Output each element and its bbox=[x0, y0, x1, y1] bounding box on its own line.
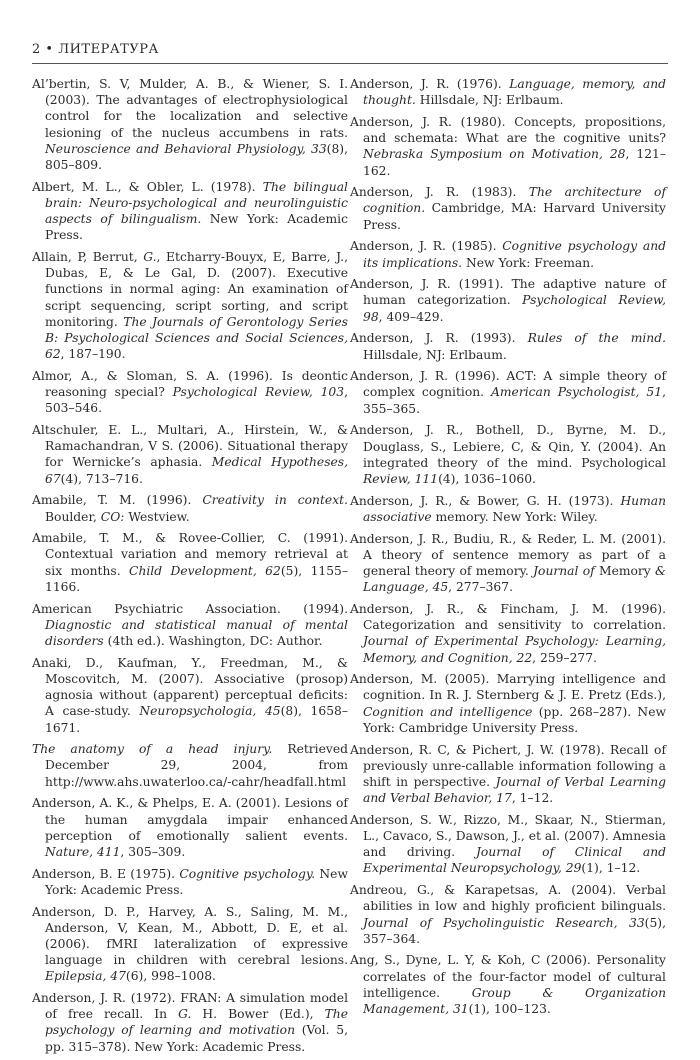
reference-italic-text: Neuropsychologia, 45 bbox=[139, 704, 281, 719]
reference-text: , 277–367. bbox=[448, 580, 513, 595]
reference-entry bbox=[32, 530, 348, 595]
reference-italic-text: Cognition and intelligence bbox=[363, 704, 533, 719]
reference-text: memory. New York: Wiley. bbox=[431, 509, 598, 524]
reference-italic-text: Nebraska Symposium on Motivation, 28 bbox=[363, 147, 626, 162]
reference-italic-text: The psychology of learning and motivation bbox=[45, 1007, 349, 1038]
reference-text: , 409–429. bbox=[378, 309, 444, 324]
reference-entry bbox=[350, 601, 666, 666]
reference-entry bbox=[32, 601, 348, 650]
reference-entry bbox=[350, 882, 666, 947]
right-column bbox=[350, 76, 666, 1023]
reference-italic-text: The Journals of Gerontology Series B: Psychological Sciences and Social Sciences, 62 bbox=[45, 314, 348, 362]
reference-text: Anderson, J. R. (1972). FRAN: A simulation model of free recall. In bbox=[32, 991, 348, 1022]
reference-entry bbox=[350, 742, 666, 807]
reference-text: Almor, A., & Sloman, S. A. (1996). Is deontic reasoning special? bbox=[32, 368, 348, 400]
reference-entry bbox=[350, 76, 666, 108]
reference-italic-text: Psychological Review, 98 bbox=[363, 293, 667, 324]
reference-entry bbox=[350, 330, 666, 362]
reference-italic-text: Creativity in context. bbox=[202, 493, 348, 508]
reference-text: Anderson, J. R., & Bower, G. H. (1973). bbox=[350, 493, 621, 508]
reference-entry bbox=[350, 493, 666, 525]
reference-text: Andreou, G., & Karapetsas, A. (2004). Verbal abilities in low and highly proficient bilinguals. bbox=[350, 883, 666, 914]
reference-italic-text: The architecture of cognition. bbox=[363, 185, 667, 216]
reference-text: New York: Freeman. bbox=[462, 255, 595, 270]
reference-italic-text: Journal of Clinical and Experimental Neuropsychology, 29 bbox=[363, 845, 666, 876]
reference-entry bbox=[350, 184, 666, 233]
reference-italic-text: Journal of Experimental Psychology: Learning, Memory, and Cognition, 22 bbox=[363, 634, 666, 665]
reference-text: , 121–162. bbox=[363, 147, 667, 178]
reference-text: , 1–12. bbox=[511, 791, 554, 806]
reference-entry bbox=[32, 492, 348, 524]
reference-entry bbox=[32, 76, 348, 173]
reference-text: (4), 1036–1060. bbox=[438, 471, 536, 486]
reference-text: , 503–546. bbox=[45, 385, 348, 416]
reference-italic-text: Journal of Verbal Learning and Verbal Behavior, 17 bbox=[363, 774, 666, 806]
reference-text: , 187–190. bbox=[60, 347, 126, 362]
reference-italic-text: G. bbox=[178, 1007, 192, 1022]
reference-text: (Vol. 5, pp. 315–378). New York: Academic Press. bbox=[45, 1023, 348, 1054]
reference-entry bbox=[350, 368, 666, 417]
reference-text: Anderson, J. R. (1985). bbox=[350, 239, 503, 254]
reference-text: Anderson, D. P., Harvey, A. S., Saling, M. M., Anderson, V, Kean, M., Abbott, D. E, et al. (2006). fMRI lateralization of expressive language in children with cerebral lesions. bbox=[32, 904, 348, 968]
reference-text: Anderson, B. E (1975). bbox=[32, 866, 180, 881]
reference-italic-text: Nature, 411 bbox=[45, 844, 121, 859]
reference-entry bbox=[32, 655, 348, 736]
reference-entry bbox=[32, 249, 348, 362]
reference-text: Anderson, J. R. (1980). Concepts, propositions, and schemata: What are the cognitive units? bbox=[350, 114, 666, 146]
reference-text: Amabile, T. M. (1996). bbox=[32, 493, 203, 508]
reference-text: Anderson, J. R., Budiu, R., & Reder, L. M. (2001). A theory of sentence memory as part of a general theory of memory. bbox=[350, 531, 666, 578]
reference-italic-text: Neuroscience and Behavioral Physiology, 33 bbox=[45, 141, 327, 156]
reference-italic-text: Rules of the mind. bbox=[527, 331, 667, 346]
reference-text: Anderson, M. (2005). Marrying intelligence and cognition. In R. J. Sternberg & J. E. Pretz (Eds.), bbox=[350, 672, 666, 703]
reference-entry bbox=[350, 114, 666, 179]
reference-text: Anderson, A. K., & Phelps, E. A. (2001). Lesions of the human amygdala impair enhanced perception of emotionally salient events. bbox=[32, 796, 348, 843]
reference-text: (4), 713–716. bbox=[60, 471, 143, 486]
reference-text: Albert, M. L., & Obler, L. (1978). bbox=[32, 179, 263, 194]
reference-italic-text: Journal of bbox=[533, 563, 595, 578]
reference-entry bbox=[32, 368, 348, 417]
reference-text: Retrieved December 29, 2004, from http://www.ahs.uwaterloo.ca/-cahr/headfall.html bbox=[45, 742, 348, 789]
reference-text: (5), 1155–1166. bbox=[45, 563, 349, 594]
reference-text: Anderson, J. R. (1976). bbox=[350, 77, 510, 91]
reference-italic-text: The anatomy of a head injury. bbox=[32, 742, 273, 757]
header-rule bbox=[32, 63, 668, 64]
reference-italic-text: G. bbox=[143, 250, 157, 265]
reference-entry bbox=[32, 741, 348, 790]
reference-italic-text: Group & Organization Management, 31 bbox=[363, 985, 666, 1017]
reference-text: , 259–277. bbox=[532, 650, 597, 665]
reference-text: , 355–365. bbox=[363, 385, 666, 416]
reference-entry bbox=[32, 422, 348, 487]
reference-text: Boulder, bbox=[45, 509, 101, 524]
reference-italic-text: CO: bbox=[100, 509, 125, 524]
reference-text: (1), 1–12. bbox=[581, 861, 641, 876]
reference-text: (6), 998–1008. bbox=[125, 969, 216, 984]
section-title: ЛИТЕРАТУРА bbox=[58, 42, 159, 57]
reference-text: Amabile, T. M., & Rovee-Collier, C. (1991). Contextual variation and memory retrieval at six months. bbox=[32, 531, 348, 578]
reference-text: Ang, S., Dyne, L. Y, & Koh, C (2006). Personality correlates of the four-factor model of cultural intelligence. bbox=[350, 953, 666, 1000]
reference-text: American Psychiatric Association. (1994). bbox=[32, 601, 348, 616]
reference-text: Hillsdale, NJ: Erlbaum. bbox=[363, 347, 507, 362]
reference-entry bbox=[350, 952, 666, 1017]
reference-text: Anderson, J. R. (1983). bbox=[350, 185, 529, 200]
reference-text: (8), 805–809. bbox=[45, 141, 348, 173]
header-bullet: • bbox=[45, 42, 54, 57]
reference-text: H. Bower (Ed.), bbox=[191, 1007, 325, 1022]
reference-text: Anderson, J. R. (1991). The adaptive nature of human categorization. bbox=[350, 277, 666, 308]
reference-text: Cambridge, MA: Harvard University Press. bbox=[363, 201, 666, 232]
reference-text: Westview. bbox=[124, 509, 190, 524]
reference-entry bbox=[350, 531, 666, 596]
running-header bbox=[32, 42, 668, 62]
reference-text: Anderson, S. W., Rizzo, M., Skaar, N., Stierman, L., Cavaco, S., Dawson, J., et al. (2007). Amnesia and driving. bbox=[350, 812, 666, 860]
reference-entry bbox=[350, 276, 666, 325]
reference-italic-text: Child Development, 62 bbox=[129, 563, 281, 578]
reference-text: Al’bertin, S. V, Mulder, A. B., & Wiener, S. I. (2003). The advantages of electrophysiological control for the localization and selective lesioning of the nucleus accumbens in rats. bbox=[32, 77, 348, 140]
reference-text: Anderson, R. C, & Pichert, J. W. (1978). Recall of previously unre-callable information following a shift in perspective. bbox=[350, 742, 666, 789]
reference-text: Hillsdale, NJ: Erlbaum. bbox=[415, 93, 564, 108]
reference-italic-text: Diagnostic and statistical manual of mental disorders bbox=[45, 617, 348, 648]
reference-entry bbox=[32, 990, 348, 1055]
reference-text: , Etcharry-Bouyx, E, Barre, J., Dubas, E, & Le Gal, D. (2007). Executive functions in normal aging: An examination of script sequencing, script sorting, and script monitoring. bbox=[45, 250, 348, 329]
reference-text: Anderson, J. R., & Fincham, J. M. (1996). Categorization and sensitivity to correlation. bbox=[350, 601, 666, 633]
reference-italic-text: Medical Hypotheses, 67 bbox=[45, 455, 349, 486]
reference-text: Altschuler, E. L., Multari, A., Hirstein, W., & Ramachandran, V S. (2006). Situational therapy for Wernicke’s aphasia. bbox=[32, 423, 348, 470]
reference-italic-text: American Psychologist, 51 bbox=[491, 385, 663, 400]
reference-entry bbox=[350, 238, 666, 270]
reference-text: New York: Academic Press. bbox=[45, 212, 348, 243]
reference-italic-text: Cognitive psychology. bbox=[179, 866, 316, 881]
reference-text: (4th ed.). Washington, DC: Author. bbox=[103, 634, 323, 648]
reference-entry bbox=[32, 904, 348, 985]
reference-text: , 305–309. bbox=[120, 844, 186, 859]
reference-text: Anaki, D., Kaufman, Y., Freedman, M., & Moscovitch, M. (2007). Associative (prosop) agnosia without (apparent) perceptual deficits: A case-study. bbox=[32, 655, 348, 719]
reference-entry bbox=[350, 671, 666, 736]
reference-italic-text: Epilepsia, 47 bbox=[45, 969, 126, 984]
reference-entry bbox=[32, 795, 348, 860]
reference-entry bbox=[32, 179, 348, 244]
reference-text: Allain, P, Berrut, bbox=[32, 250, 144, 265]
reference-text: Anderson, J. R., Bothell, D., Byrne, M. D., Douglass, S., Lebiere, C, & Qin, Y. (2004). An integrated theory of the mind. Psychological bbox=[350, 423, 666, 470]
reference-text: Anderson, J. R. (1993). bbox=[350, 331, 528, 346]
reference-entry bbox=[350, 812, 666, 877]
page-number: 2 bbox=[32, 42, 41, 57]
reference-text: Memory bbox=[594, 563, 656, 578]
reference-italic-text: Cognitive psychology and its implications. bbox=[363, 239, 666, 270]
reference-italic-text: Human associative bbox=[363, 493, 666, 524]
reference-text: (pp. 268–287). New York: Cambridge University Press. bbox=[363, 704, 666, 735]
reference-italic-text: Language, memory, and thought. bbox=[363, 77, 667, 108]
reference-italic-text: Journal of Psycholinguistic Research, 33 bbox=[363, 915, 645, 930]
reference-text: (1), 100–123. bbox=[468, 1002, 551, 1017]
reference-entry bbox=[32, 866, 348, 898]
reference-text: New York: Academic Press. bbox=[45, 866, 348, 897]
reference-italic-text: The bilingual brain: Neuro-psychological and neurolinguistic aspects of bilingualism. bbox=[45, 179, 348, 227]
reference-text: (5), 357–364. bbox=[363, 915, 666, 946]
reference-italic-text: Psychological Review, 103 bbox=[172, 385, 345, 400]
reference-italic-text: & Language, 45 bbox=[363, 563, 666, 595]
reference-entry bbox=[350, 422, 666, 487]
left-column bbox=[32, 76, 348, 1060]
reference-italic-text: Review, 111 bbox=[363, 471, 439, 486]
reference-text: (8), 1658–1671. bbox=[45, 704, 348, 735]
reference-text: Anderson, J. R. (1996). ACT: A simple theory of complex cognition. bbox=[350, 369, 666, 400]
